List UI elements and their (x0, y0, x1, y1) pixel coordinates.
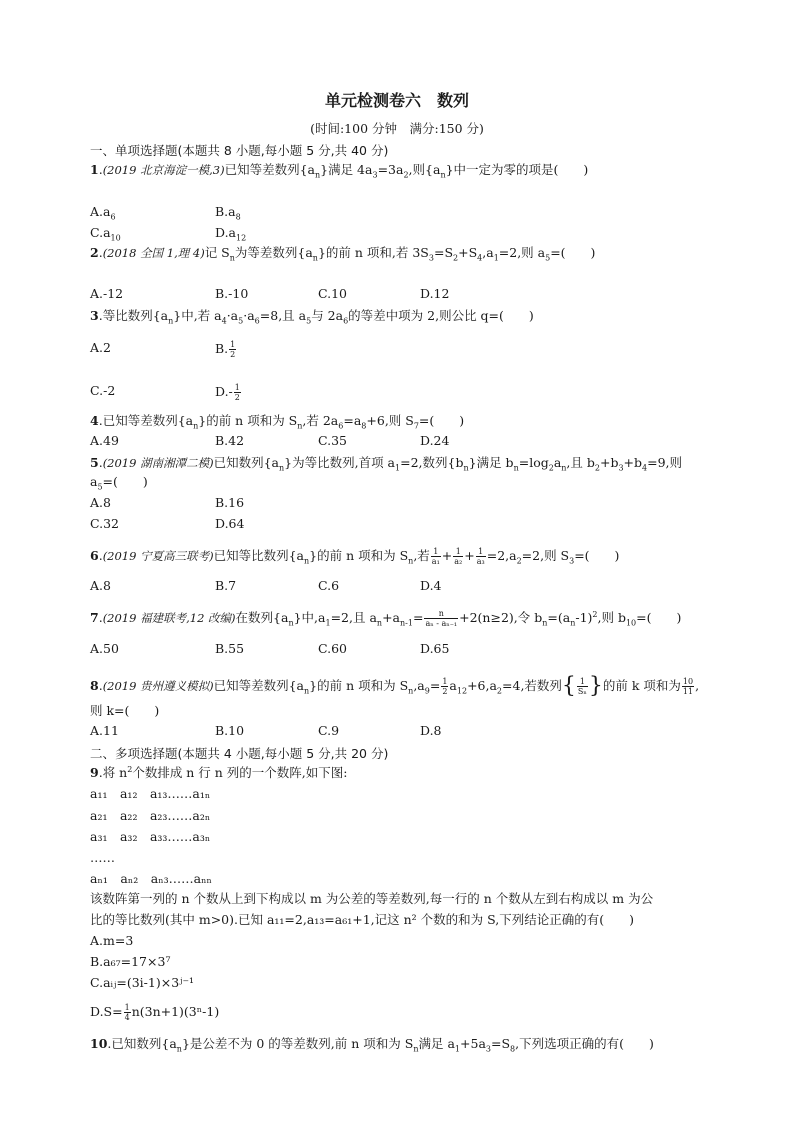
q4-option-b: B.42 (215, 433, 245, 448)
matrix-row-3: a₃₁ a₃₂ a₃₃……a₃ₙ (90, 829, 211, 844)
q8-option-a: A.11 (90, 723, 119, 738)
matrix-row-ellipsis: …… (90, 850, 115, 865)
question-2-stem: 2.(2018 全国 1,理 4)记 $S_n$为等差数列$\{a_n\}$的前 n 项和,若 $3S_3=S_2+S_4,a_1=2$,则 $a_5=$( ) (90, 245, 596, 263)
q3-option-c: C.-2 (90, 383, 116, 398)
page-title: 单元检测卷六 数列 (324, 91, 469, 110)
question-8-stem: 8.(2019 贵州遵义模拟)已知等差数列$\{a_n\}$的前 n 项和为 $S_n,a_9=$ $\frac{1}{2}$ $a_{12}+6,a_2=4$,若数列{ $\frac{1}{\text{Sₙ}}$ }的前 k 项和为 $\frac{10}{11}$ , (90, 673, 700, 699)
question-5-stem: 5.(2019 湖南湘潭二模)已知数列$\{a_n\}$为等比数列,首项 $a_1=2$,数列$\{b_n\}$满足 $b_n=\log_2a_n$,且 $b_2+b_3+b_4=9$,则 (90, 455, 683, 473)
q6-option-a: A.8 (90, 578, 111, 593)
q6-option-b: B.7 (215, 578, 237, 593)
q5-option-a: A.8 (90, 495, 111, 510)
q1-option-d: $D.a_{12}$ (215, 225, 247, 243)
q7-option-b: B.55 (215, 641, 245, 656)
question-9-stem: 9.将 $n^2$个数排成 n 行 n 列的一个数阵,如下图: (90, 764, 348, 780)
question-3-stem: 3.等比数列$\{a_n\}$中,若 $a_4\cdot a_5\cdot a_6=8$,且 $a_5$与 $2a_6$的等差中项为 2,则公比 q=( ) (90, 308, 534, 326)
matrix-row-n: aₙ₁ aₙ₂ aₙ₃……aₙₙ (90, 871, 212, 886)
q9-option-b: B.a₆₇=17×3⁷ (90, 954, 171, 969)
q2-option-b: B.-10 (215, 286, 249, 301)
q3-option-b: B. $\frac{1}{2}$ (215, 340, 236, 359)
q8-option-b: B.10 (215, 723, 245, 738)
q7-option-c: C.60 (318, 641, 347, 656)
q5-option-d: D.64 (215, 516, 245, 531)
q3-option-d: D.- $\frac{1}{2}$ (215, 383, 240, 402)
q8-option-c: C.9 (318, 723, 340, 738)
question-10-stem: 10.已知数列$\{a_n\}$是公差不为 0 的等差数列,前 n 项和为 $S_n$满足 $a_1+5a_3=S_8$,下列选项正确的有( ) (90, 1036, 654, 1054)
question-5-stem-line2: $a_5=$( ) (90, 474, 148, 492)
matrix-row-1: a₁₁ a₁₂ a₁₃……a₁ₙ (90, 786, 211, 801)
q1-option-a: $A.a_6$ (90, 204, 116, 222)
q9-option-c: C.aᵢⱼ=(3i-1)×3ʲ⁻¹ (90, 975, 195, 990)
q8-option-d: D.8 (420, 723, 442, 738)
q7-option-d: D.65 (420, 641, 450, 656)
q4-option-d: D.24 (420, 433, 450, 448)
q5-option-c: C.32 (90, 516, 119, 531)
q6-option-d: D.4 (420, 578, 442, 593)
question-7-stem: 7.(2019 福建联考,12 改编)在数列$\{a_n\}$中$,a_1=2$,且 $a_n+a_{n-1}=$ $\frac{n}{\text{aₙ - aₙ₋₁}}$ +2(n≥2),令 $b_n=(a_n-1)^2$,则 $b_{10}=$( ) (90, 609, 682, 628)
right-brace: } (588, 673, 603, 699)
q1-option-c: $C.a_{10}$ (90, 225, 121, 243)
question-6-stem: 6.(2019 宁夏高三联考)已知等比数列$\{a_n\}$的前 n 项和为 $S_n$,若 $\frac{1}{\text{a₁}}$ + $\frac{1}{\text{a₂}}$ + $\frac{1}{\text{a₃}}$ $=2,a_2=2$,则 $S_3=$( ) (90, 547, 620, 566)
section-heading-single-choice: 一、单项选择题(本题共 8 小题,每小题 5 分,共 40 分) (90, 143, 389, 158)
q3-option-a: A.2 (90, 340, 111, 355)
q5-option-b: B.16 (215, 495, 245, 510)
q7-option-a: A.50 (90, 641, 119, 656)
q9-option-a: A.m=3 (90, 933, 134, 948)
q9-option-d: D.S= $\frac{1}{4}$ n(3n+1)(3ⁿ-1) (90, 1003, 220, 1022)
question-8-stem-line2: 则 k=( ) (90, 703, 160, 718)
q2-option-a: A.-12 (90, 286, 124, 301)
question-9-paragraph-1: 该数阵第一列的 n 个数从上到下构成以 m 为公差的等差数列,每一行的 n 个数从左到右构成以 m 为公 (90, 891, 654, 906)
q4-option-c: C.35 (318, 433, 347, 448)
q4-option-a: A.49 (90, 433, 119, 448)
q6-option-c: C.6 (318, 578, 340, 593)
page-subtitle: (时间:100 分钟 满分:150 分) (310, 121, 484, 136)
q2-option-c: C.10 (318, 286, 347, 301)
matrix-row-2: a₂₁ a₂₂ a₂₃……a₂ₙ (90, 808, 211, 823)
q1-option-b: $B.a_8$ (215, 204, 241, 222)
q2-option-d: D.12 (420, 286, 450, 301)
question-9-paragraph-2: 比的等比数列(其中 m>0).已知 a₁₁=2,a₁₃=a₆₁+1,记这 n² 个数的和为 S,下列结论正确的有( ) (90, 912, 634, 927)
question-4-stem: 4.已知等差数列$\{a_n\}$的前 n 项和为 $S_n$,若 $2a_6=a_8+6$,则 $S_7=$( ) (90, 413, 465, 431)
section-heading-multi-choice: 二、多项选择题(本题共 4 小题,每小题 5 分,共 20 分) (90, 746, 389, 761)
question-1-stem: 1.(2019 北京海淀一模,3)已知等差数列$\{a_n\}$满足 $4a_3=3a_2$,则$\{a_n\}$中一定为零的项是( ) (90, 162, 589, 180)
left-brace: { (561, 673, 576, 699)
